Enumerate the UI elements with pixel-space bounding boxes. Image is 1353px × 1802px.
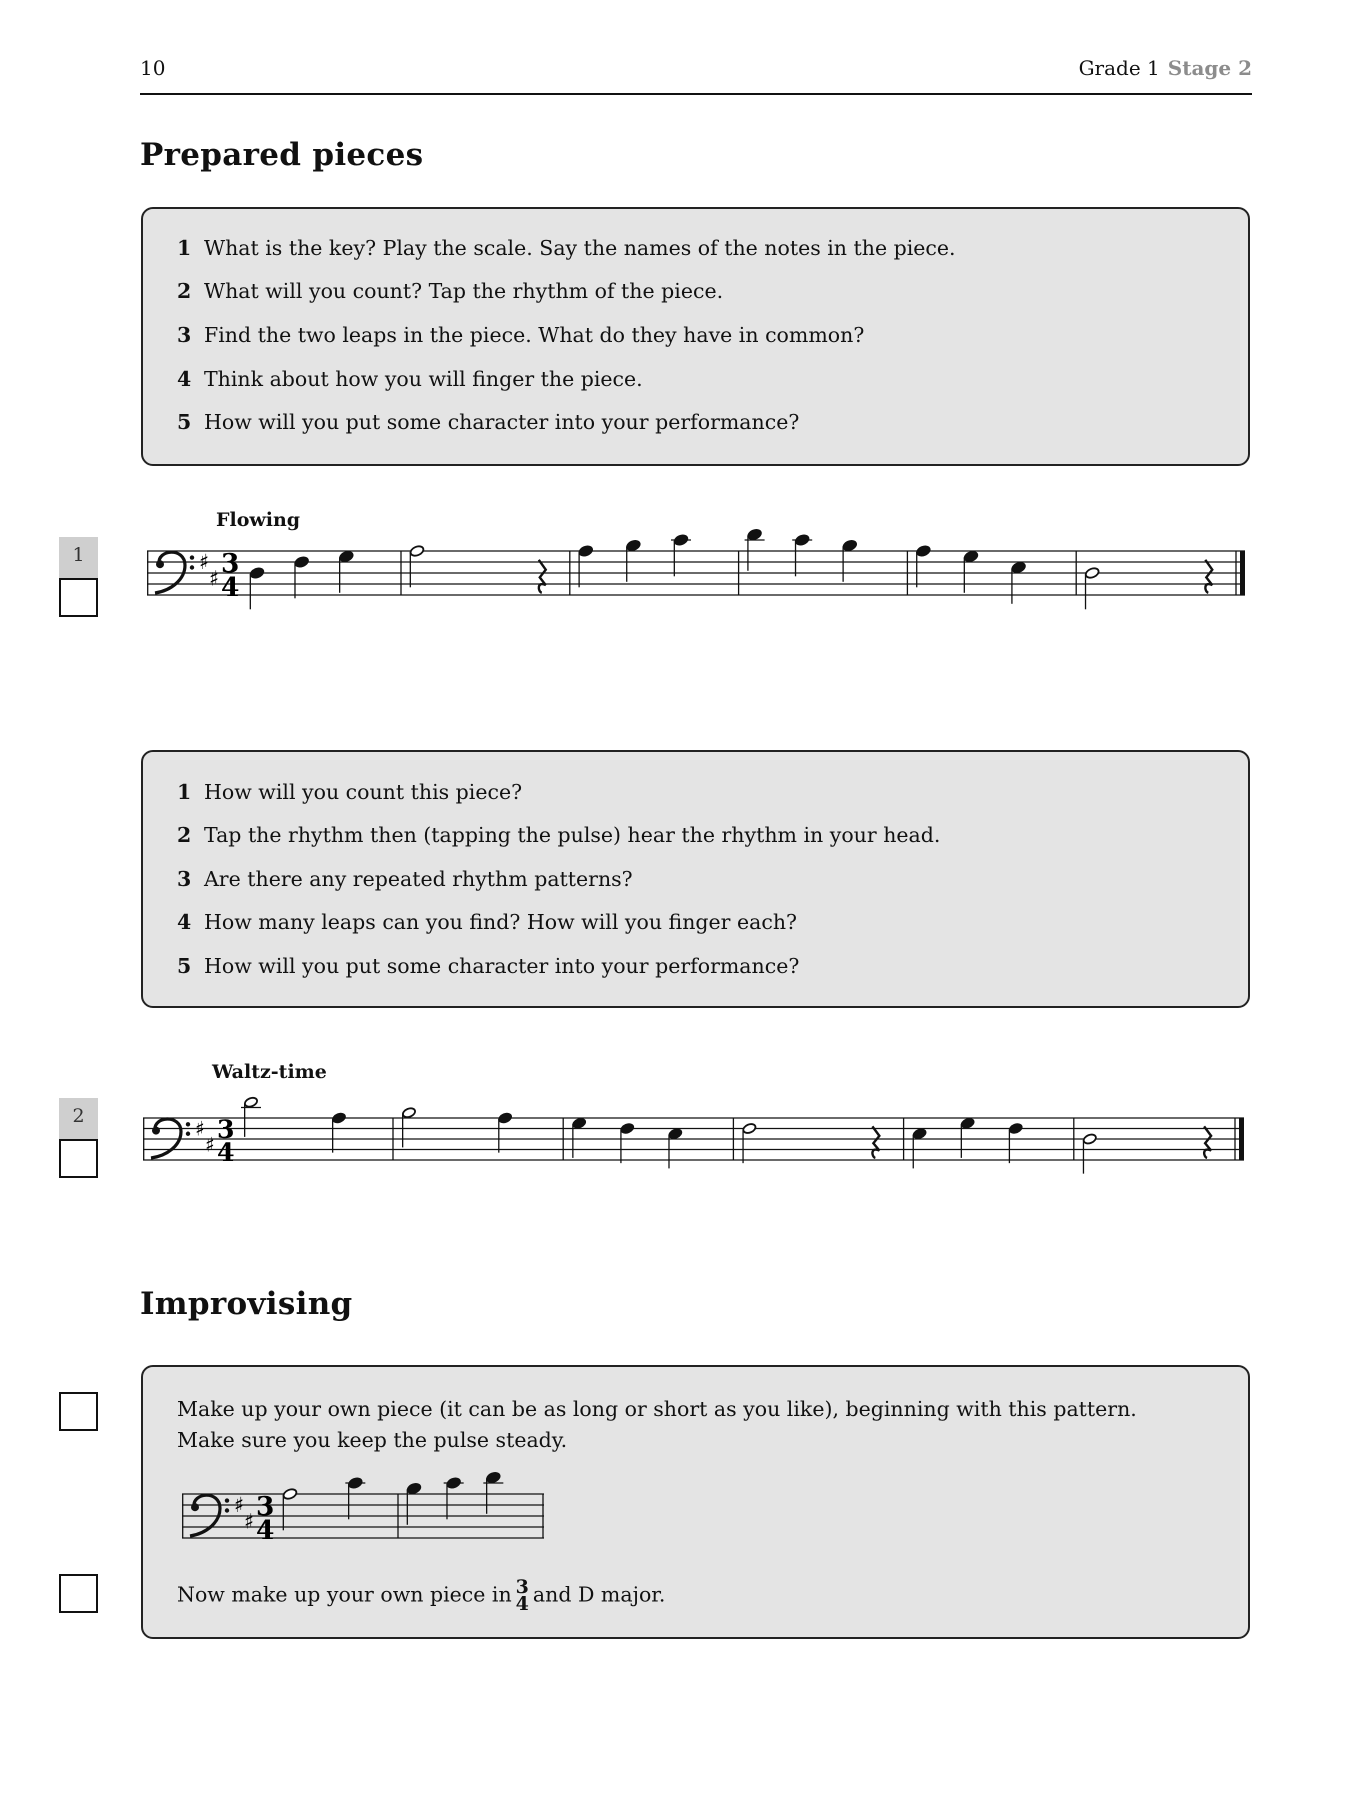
improvising-instructions: Make up your own piece (it can be as long or short as you like), beginning with this pattern. Make sure you keep the pulse steady. [177, 1397, 1137, 1452]
running-head [1079, 56, 1252, 80]
time-signature-bottom: 4 [221, 572, 240, 603]
tempo-marking-1: Flowing [216, 509, 301, 531]
header-rule [140, 93, 1252, 95]
improvising-checkbox-1[interactable] [59, 1392, 98, 1431]
half-note-head [402, 1107, 417, 1119]
improvising-final-instruction: Now make up your own piece in 3 4 and D major. [177, 1576, 666, 1615]
time-signature-top: 3 [256, 1491, 275, 1522]
questions-box-2 [141, 750, 1250, 1008]
bass-clef-dot [225, 1498, 229, 1502]
bass-clef-dot [225, 1508, 229, 1512]
music-staff-piece-2 [143, 1078, 1247, 1198]
half-note-head [244, 1096, 259, 1108]
question-item: 4 Think about how you will finger the piece. [177, 367, 643, 391]
bass-clef-dot [190, 555, 194, 559]
sharp-sign-icon: ♯ [234, 1493, 245, 1517]
section-title-improvising: Improvising [140, 1286, 353, 1322]
improvising-checkbox-2[interactable] [59, 1574, 98, 1613]
sharp-sign-icon: ♯ [205, 1132, 215, 1157]
page-number: 10 [140, 56, 166, 80]
piece-number-2: 2 [59, 1098, 98, 1139]
half-note-head [282, 1488, 298, 1501]
bass-clef-icon [152, 1127, 160, 1135]
bass-clef-icon [191, 1503, 199, 1511]
question-item: 5 How will you put some character into your performance? [177, 954, 800, 978]
time-signature-top: 3 [217, 1114, 235, 1144]
half-note-head [409, 545, 425, 558]
quarter-rest [539, 560, 546, 593]
sharp-sign-icon: ♯ [244, 1509, 255, 1534]
time-signature-bottom: 4 [217, 1137, 235, 1167]
questions-box-1 [141, 207, 1250, 466]
quarter-rest [1205, 560, 1212, 593]
bass-clef-dot [190, 565, 194, 569]
question-item: 1 What is the key? Play the scale. Say the names of the notes in the piece. [177, 236, 956, 260]
quarter-rest [872, 1126, 879, 1158]
sharp-sign-icon: ♯ [199, 550, 210, 574]
time-signature: 3 4 [515, 1576, 529, 1615]
piece-1-checkbox[interactable] [59, 578, 98, 617]
tempo-marking-2: Waltz-time [212, 1061, 327, 1083]
improvising-box [141, 1365, 1250, 1639]
question-item: 3 Find the two leaps in the piece. What do they have in common? [177, 323, 865, 347]
final-bar-line [1240, 551, 1245, 595]
piece-2-checkbox[interactable] [59, 1139, 98, 1178]
question-item: 3 Are there any repeated rhythm patterns? [177, 867, 633, 891]
stage-label: Stage 2 [1167, 56, 1252, 80]
half-note-head [1084, 567, 1100, 580]
music-staff-piece-1 [147, 511, 1247, 631]
bass-clef-dot [186, 1132, 190, 1136]
bass-clef-icon [156, 560, 164, 568]
question-item: 2 What will you count? Tap the rhythm of the piece. [177, 279, 724, 303]
half-note-head [742, 1122, 757, 1134]
grade-label: Grade 1 [1078, 56, 1160, 80]
music-staff-pattern [182, 1454, 547, 1564]
time-signature-bottom: 4 [256, 1515, 275, 1546]
sharp-sign-icon: ♯ [209, 566, 220, 591]
section-title-prepared: Prepared pieces [140, 137, 424, 173]
quarter-rest [1204, 1126, 1211, 1158]
bass-clef-dot [186, 1122, 190, 1126]
question-item: 1 How will you count this piece? [177, 780, 523, 804]
question-item: 5 How will you put some character into your performance? [177, 410, 800, 434]
half-note-head [1082, 1133, 1097, 1145]
question-item: 4 How many leaps can you find? How will you finger each? [177, 910, 798, 934]
time-signature-top: 3 [221, 548, 240, 579]
question-item: 2 Tap the rhythm then (tapping the pulse) hear the rhythm in your head. [177, 823, 941, 847]
final-bar-line [1239, 1118, 1244, 1160]
piece-number-1: 1 [59, 537, 98, 578]
sharp-sign-icon: ♯ [195, 1116, 205, 1141]
